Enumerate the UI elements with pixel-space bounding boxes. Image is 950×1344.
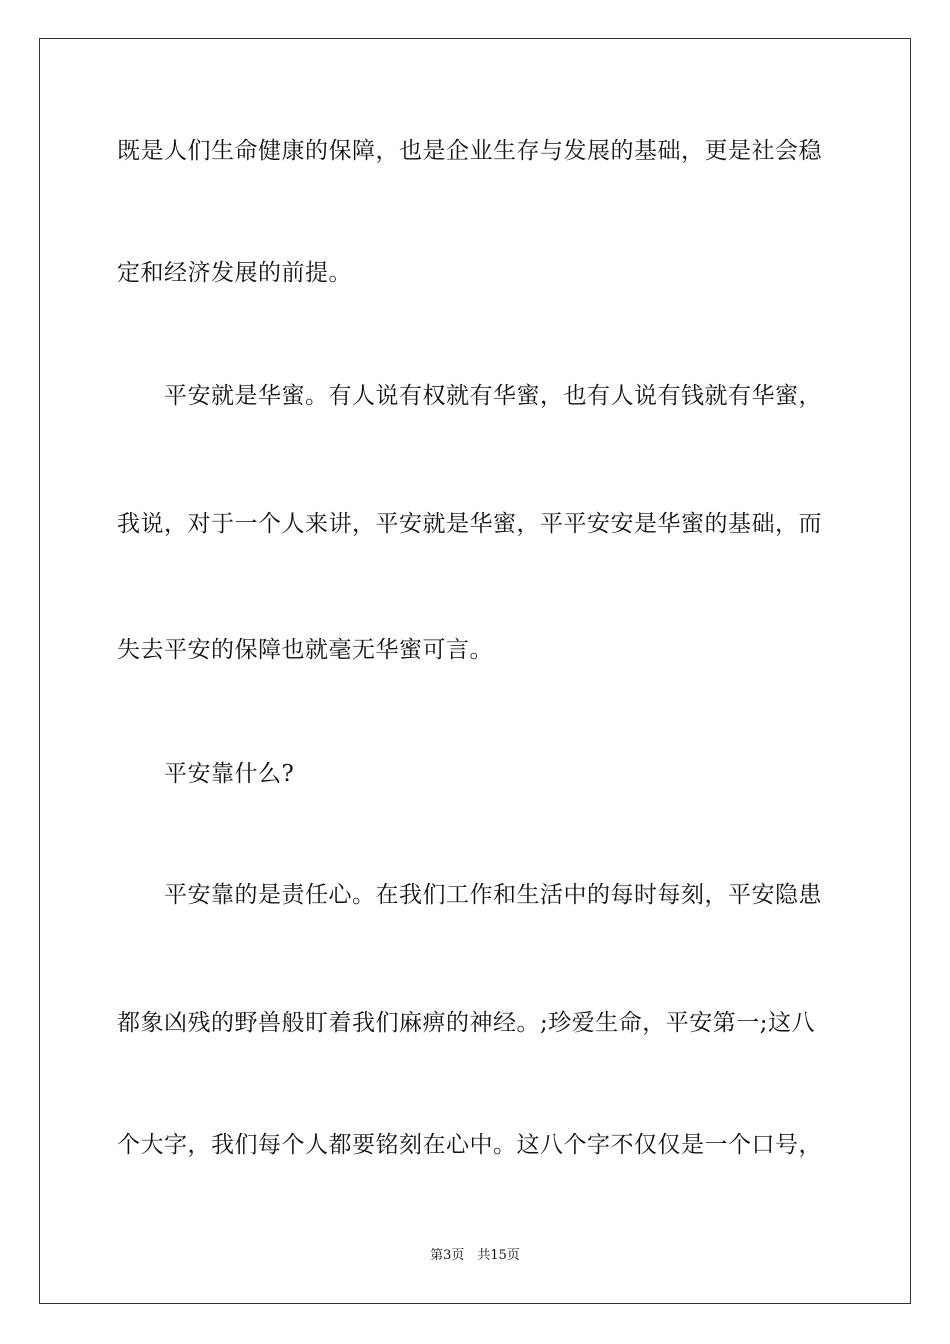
body-text-line: 个大字，我们每个人都要铭刻在心中。这八个字不仅仅是一个口号， <box>117 1132 822 1158</box>
page-number-footer: 第3页 共15页 <box>430 1248 520 1263</box>
page-border <box>39 38 911 1304</box>
body-text-line: 失去平安的保障也就毫无华蜜可言。 <box>117 637 493 663</box>
body-text-line: 我说，对于一个人来讲，平安就是华蜜，平平安安是华蜜的基础，而 <box>117 511 822 537</box>
body-text-line: 平安靠的是责任心。在我们工作和生活中的每时每刻，平安隐患 <box>117 882 822 908</box>
body-text-line: 既是人们生命健康的保障，也是企业生存与发展的基础，更是社会稳 <box>117 138 822 164</box>
body-text-line: 平安靠什么? <box>117 761 295 787</box>
body-text-line: 都象凶残的野兽般盯着我们麻痹的神经。;珍爱生命，平安第一;这八 <box>117 1010 815 1036</box>
body-text-line: 定和经济发展的前提。 <box>117 260 352 286</box>
body-text-line: 平安就是华蜜。有人说有权就有华蜜，也有人说有钱就有华蜜， <box>117 383 822 409</box>
